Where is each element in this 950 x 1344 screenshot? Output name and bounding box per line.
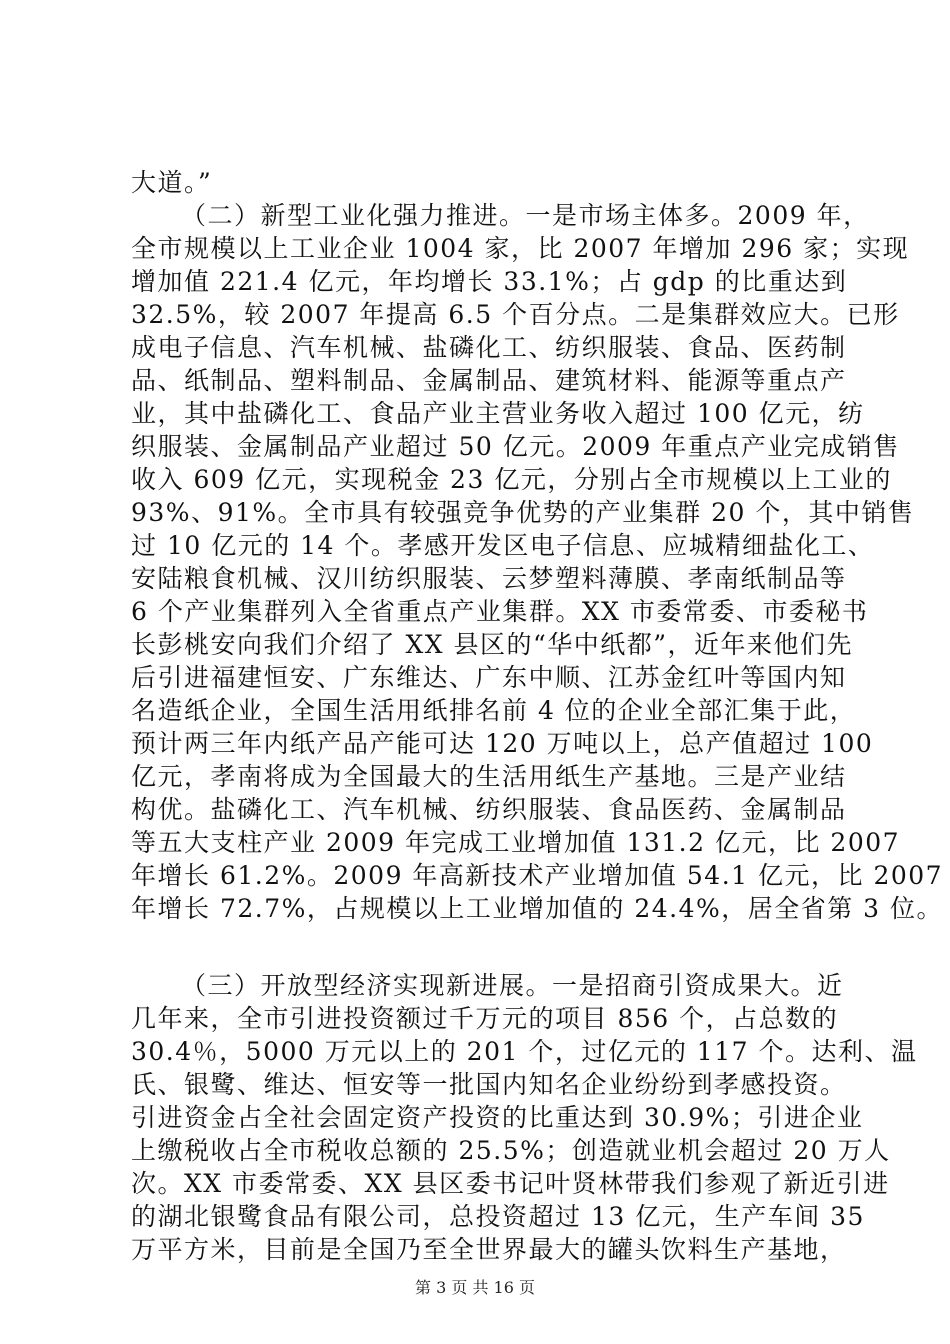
- text-line: 6 个产业集群列入全省重点产业集群。XX 市委常委、市委秘书: [131, 597, 869, 626]
- text-line: （三）开放型经济实现新进展。一是招商引资成果大。近: [181, 971, 844, 1000]
- text-line: 全市规模以上工业企业 1004 家，比 2007 年增加 296 家；实现: [131, 234, 910, 263]
- text-line: 上缴税收占全市税收总额的 25.5%；创造就业机会超过 20 万人: [131, 1136, 891, 1165]
- text-line: 几年来，全市引进投资额过千万元的项目 856 个，占总数的: [131, 1004, 839, 1033]
- text-line: 大道。”: [131, 168, 213, 197]
- text-line: 年增长 61.2%。2009 年高新技术产业增加值 54.1 亿元，比 2007: [131, 861, 944, 890]
- text-line: （二）新型工业化强力推进。一是市场主体多。2009 年，: [181, 201, 870, 230]
- text-line: 32.5%，较 2007 年提高 6.5 个百分点。二是集群效应大。已形: [131, 300, 900, 329]
- text-line: 过 10 亿元的 14 个。孝感开发区电子信息、应城精细盐化工、: [131, 531, 875, 560]
- text-line: 构优。盐磷化工、汽车机械、纺织服装、食品医药、金属制品: [131, 795, 847, 824]
- text-line: 名造纸企业，全国生活用纸排名前 4 位的企业全部汇集于此，: [131, 696, 857, 725]
- paragraph-spacer: [131, 925, 871, 969]
- text-line: 引进资金占全社会固定资产投资的比重达到 30.9%；引进企业: [131, 1103, 864, 1132]
- text-line: 业，其中盐磷化工、食品产业主营业务收入超过 100 亿元，纺: [131, 399, 865, 428]
- text-line: 亿元，孝南将成为全国最大的生活用纸生产基地。三是产业结: [131, 762, 847, 791]
- document-body: [131, 166, 944, 1266]
- text-line: 收入 609 亿元，实现税金 23 亿元，分别占全市规模以上工业的: [131, 465, 892, 494]
- text-line: 品、纸制品、塑料制品、金属制品、建筑材料、能源等重点产: [131, 366, 847, 395]
- text-line: 预计两三年内纸产品产能可达 120 万吨以上，总产值超过 100: [131, 729, 874, 758]
- text-line: 的湖北银鹭食品有限公司，总投资超过 13 亿元，生产车间 35: [131, 1202, 865, 1231]
- text-line: 万平方米，目前是全国乃至全世界最大的罐头饮料生产基地，: [131, 1235, 847, 1264]
- text-line: 氏、银鹭、维达、恒安等一批国内知名企业纷纷到孝感投资。: [131, 1070, 847, 1099]
- text-line: 等五大支柱产业 2009 年完成工业增加值 131.2 亿元，比 2007: [131, 828, 901, 857]
- text-line: 30.4％，5000 万元以上的 201 个，过亿元的 117 个。达利、温: [131, 1037, 918, 1066]
- paragraph-industrialization: [131, 166, 944, 925]
- text-line: 长彭桃安向我们介绍了 XX 县区的“华中纸都”，近年来他们先: [131, 630, 854, 659]
- text-line: 安陆粮食机械、汉川纺织服装、云梦塑料薄膜、孝南纸制品等: [131, 564, 847, 593]
- page-footer: 第 3 页 共 16 页: [415, 1278, 535, 1297]
- paragraph-open-economy: [131, 969, 918, 1266]
- text-line: 织服装、金属制品产业超过 50 亿元。2009 年重点产业完成销售: [131, 432, 900, 461]
- text-line: 成电子信息、汽车机械、盐磷化工、纺织服装、食品、医药制: [131, 333, 847, 362]
- text-line: 增加值 221.4 亿元，年均增长 33.1%；占 gdp 的比重达到: [131, 267, 848, 296]
- text-line: 后引进福建恒安、广东维达、广东中顺、江苏金红叶等国内知: [131, 663, 847, 692]
- text-line: 年增长 72.7%，占规模以上工业增加值的 24.4%，居全省第 3 位。: [131, 894, 944, 923]
- text-line: 93%、91%。全市具有较强竞争优势的产业集群 20 个，其中销售: [131, 498, 915, 527]
- text-line: 次。XX 市委常委、XX 县区委书记叶贤林带我们参观了新近引进: [131, 1169, 890, 1198]
